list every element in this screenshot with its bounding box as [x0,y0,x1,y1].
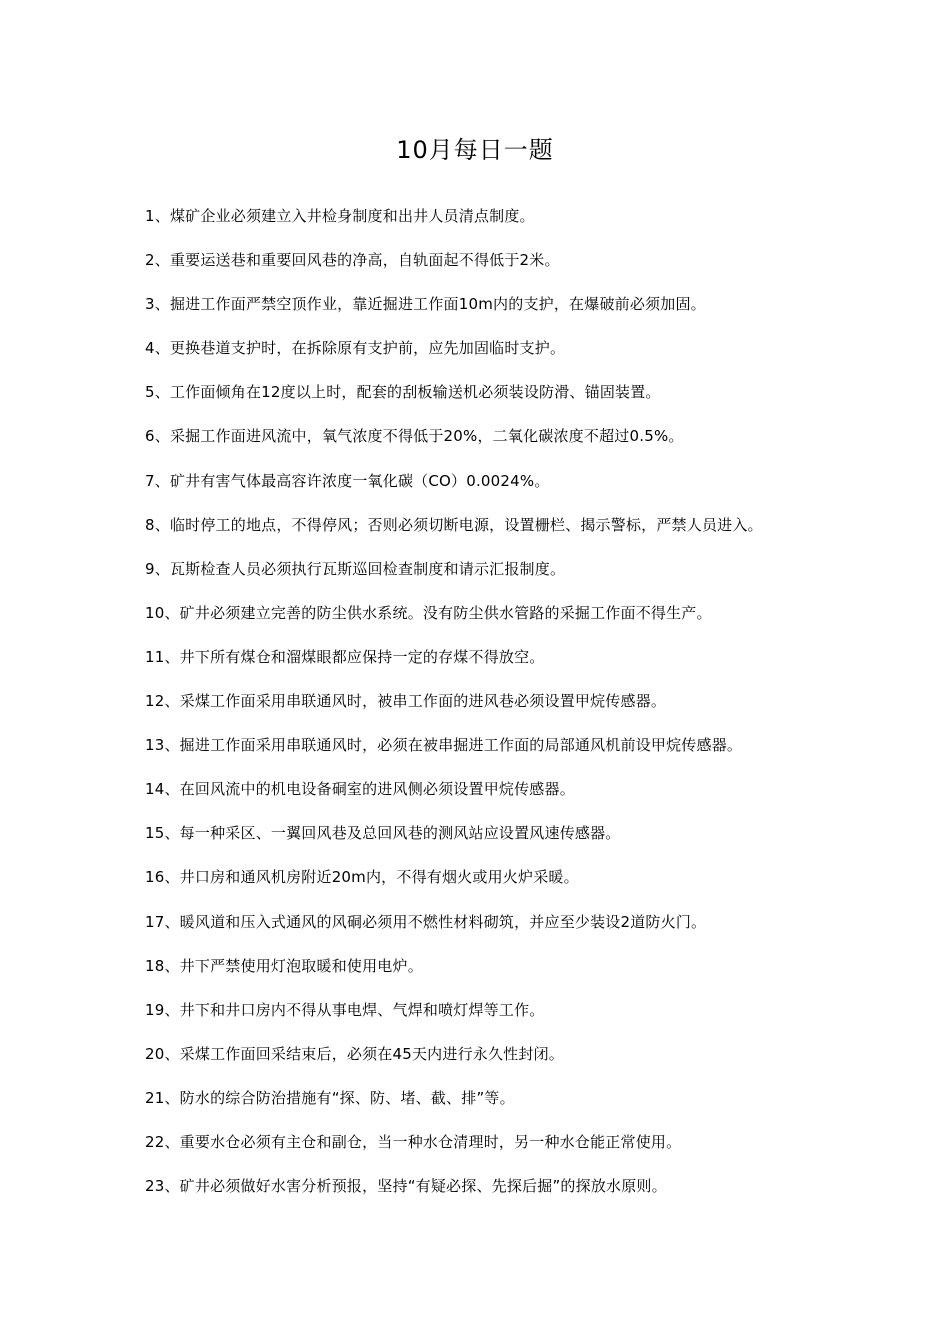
rule-item: 22、重要水仓必须有主仓和副仓，当一种水仓清理时，另一种水仓能正常使用。 [145,1132,682,1151]
rule-item: 9、瓦斯检查人员必须执行瓦斯巡回检查制度和请示汇报制度。 [145,559,566,578]
rule-list [145,202,935,1216]
rule-item: 8、临时停工的地点，不得停风；否则必须切断电源，设置栅栏、揭示警标，严禁人员进入。 [145,515,763,534]
rule-item: 6、采掘工作面进风流中，氧气浓度不得低于20%，二氧化碳浓度不超过0.5%。 [145,427,684,446]
rule-item: 3、掘进工作面严禁空顶作业，靠近掘进工作面10m内的支护，在爆破前必须加固。 [145,295,706,314]
rule-item: 14、在回风流中的机电设备硐室的进风侧必须设置甲烷传感器。 [145,780,575,799]
rule-item: 16、井口房和通风机房附近20m内，不得有烟火或用火炉采暖。 [145,868,579,887]
rule-item: 7、矿井有害气体最高容许浓度一氧化碳（CO）0.0024%。 [145,471,550,490]
rule-item: 13、掘进工作面采用串联通风时，必须在被串掘进工作面的局部通风机前设甲烷传感器。 [145,736,743,755]
rule-item: 23、矿井必须做好水害分析预报，坚持“有疑必探、先探后掘”的探放水原则。 [145,1177,667,1196]
rule-item: 2、重要运送巷和重要回风巷的净高，自轨面起不得低于2米。 [145,251,560,270]
rule-item: 1、煤矿企业必须建立入井检身制度和出井人员清点制度。 [145,207,535,225]
rule-item: 19、井下和井口房内不得从事电焊、气焊和喷灯焊等工作。 [145,1000,545,1019]
rule-item: 17、暖风道和压入式通风的风硐必须用不燃性材料砌筑，并应至少装设2道防火门。 [145,912,707,931]
rule-item: 11、井下所有煤仓和溜煤眼都应保持一定的存煤不得放空。 [145,647,545,666]
rule-item: 20、采煤工作面回采结束后，必须在45天内进行永久性封闭。 [145,1044,564,1063]
rule-item: 4、更换巷道支护时，在拆除原有支护前，应先加固临时支护。 [145,339,566,358]
rule-item: 10、矿井必须建立完善的防尘供水系统。没有防尘供水管路的采掘工作面不得生产。 [145,603,712,622]
document-title: 10月每日一题 [396,136,554,164]
rule-item: 21、防水的综合防治措施有“探、防、堵、截、排”等。 [145,1088,515,1107]
rule-item: 12、采煤工作面采用串联通风时，被串工作面的进风巷必须设置甲烷传感器。 [145,692,667,711]
rule-item: 5、工作面倾角在12度以上时，配套的刮板输送机必须装设防滑、锚固装置。 [145,383,661,402]
rule-item: 15、每一种采区、一翼回风巷及总回风巷的测风站应设置风速传感器。 [145,824,621,843]
rule-item: 18、井下严禁使用灯泡取暖和使用电炉。 [145,956,423,975]
